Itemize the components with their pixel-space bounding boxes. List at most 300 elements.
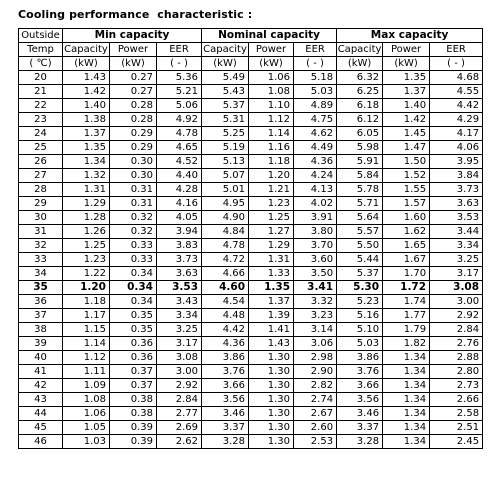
value-cell: 1.55 — [383, 183, 430, 197]
header-outside: Outside — [19, 29, 63, 43]
value-cell: 1.47 — [383, 141, 430, 155]
value-cell: 3.23 — [294, 309, 337, 323]
temp-cell: 23 — [19, 113, 63, 127]
value-cell: 1.30 — [249, 435, 294, 449]
value-cell: 4.75 — [294, 113, 337, 127]
temp-cell: 25 — [19, 141, 63, 155]
value-cell: 3.25 — [430, 253, 483, 267]
value-cell: 5.49 — [202, 71, 249, 85]
table-row — [19, 239, 483, 253]
value-cell: 3.28 — [337, 435, 383, 449]
value-cell: 1.70 — [383, 267, 430, 281]
value-cell: 2.82 — [294, 379, 337, 393]
value-cell: 3.41 — [294, 281, 337, 295]
header-unit: ( - ) — [294, 57, 337, 71]
temp-cell: 37 — [19, 309, 63, 323]
value-cell: 3.08 — [430, 281, 483, 295]
header-max-capacity: Max capacity — [337, 29, 483, 43]
value-cell: 5.37 — [202, 99, 249, 113]
temp-cell: 46 — [19, 435, 63, 449]
value-cell: 1.05 — [63, 421, 110, 435]
header-eer: EER — [157, 43, 202, 57]
value-cell: 1.30 — [249, 351, 294, 365]
value-cell: 5.31 — [202, 113, 249, 127]
table-row — [19, 281, 483, 295]
value-cell: 0.29 — [110, 141, 157, 155]
header-eer: EER — [430, 43, 483, 57]
value-cell: 4.60 — [202, 281, 249, 295]
value-cell: 1.10 — [249, 99, 294, 113]
value-cell: 1.35 — [249, 281, 294, 295]
value-cell: 1.32 — [63, 169, 110, 183]
value-cell: 4.52 — [157, 155, 202, 169]
temp-cell: 41 — [19, 365, 63, 379]
value-cell: 1.60 — [383, 211, 430, 225]
value-cell: 1.18 — [249, 155, 294, 169]
value-cell: 0.32 — [110, 211, 157, 225]
value-cell: 1.41 — [249, 323, 294, 337]
value-cell: 0.33 — [110, 253, 157, 267]
header-eer: EER — [294, 43, 337, 57]
value-cell: 1.33 — [249, 267, 294, 281]
value-cell: 1.74 — [383, 295, 430, 309]
value-cell: 2.53 — [294, 435, 337, 449]
value-cell: 2.69 — [157, 421, 202, 435]
value-cell: 1.62 — [383, 225, 430, 239]
value-cell: 1.06 — [63, 407, 110, 421]
value-cell: 4.90 — [202, 211, 249, 225]
value-cell: 0.35 — [110, 309, 157, 323]
value-cell: 3.60 — [294, 253, 337, 267]
header-nominal-capacity: Nominal capacity — [202, 29, 337, 43]
value-cell: 1.27 — [249, 225, 294, 239]
value-cell: 0.34 — [110, 281, 157, 295]
value-cell: 2.51 — [430, 421, 483, 435]
temp-cell: 28 — [19, 183, 63, 197]
table-row — [19, 211, 483, 225]
header-unit: (kW) — [63, 57, 110, 71]
value-cell: 3.95 — [430, 155, 483, 169]
value-cell: 1.37 — [63, 127, 110, 141]
value-cell: 3.53 — [157, 281, 202, 295]
value-cell: 1.25 — [249, 211, 294, 225]
cooling-performance-table — [18, 28, 483, 449]
table-row — [19, 113, 483, 127]
temp-cell: 22 — [19, 99, 63, 113]
table-row — [19, 379, 483, 393]
value-cell: 1.82 — [383, 337, 430, 351]
value-cell: 3.37 — [337, 421, 383, 435]
value-cell: 1.23 — [63, 253, 110, 267]
value-cell: 0.28 — [110, 99, 157, 113]
value-cell: 1.43 — [63, 71, 110, 85]
table-row — [19, 295, 483, 309]
value-cell: 0.36 — [110, 351, 157, 365]
temp-cell: 44 — [19, 407, 63, 421]
value-cell: 5.06 — [157, 99, 202, 113]
table-row — [19, 197, 483, 211]
value-cell: 1.30 — [249, 421, 294, 435]
header-unit: ( - ) — [430, 57, 483, 71]
value-cell: 1.29 — [249, 239, 294, 253]
table-row — [19, 393, 483, 407]
value-cell: 3.08 — [157, 351, 202, 365]
value-cell: 0.32 — [110, 225, 157, 239]
value-cell: 4.68 — [430, 71, 483, 85]
temp-cell: 35 — [19, 281, 63, 295]
header-capacity: Capacity — [64, 44, 108, 55]
table-row — [19, 155, 483, 169]
value-cell: 3.44 — [430, 225, 483, 239]
table-row — [19, 225, 483, 239]
value-cell: 0.30 — [110, 169, 157, 183]
value-cell: 3.86 — [337, 351, 383, 365]
value-cell: 1.31 — [63, 183, 110, 197]
value-cell: 0.38 — [110, 407, 157, 421]
value-cell: 1.30 — [249, 407, 294, 421]
value-cell: 0.39 — [110, 421, 157, 435]
value-cell: 1.72 — [383, 281, 430, 295]
table-row — [19, 127, 483, 141]
value-cell: 3.56 — [337, 393, 383, 407]
header-capacity: Capacity — [203, 44, 247, 55]
value-cell: 2.58 — [430, 407, 483, 421]
table-row — [19, 337, 483, 351]
value-cell: 3.73 — [430, 183, 483, 197]
value-cell: 4.62 — [294, 127, 337, 141]
value-cell: 4.16 — [157, 197, 202, 211]
value-cell: 4.42 — [430, 99, 483, 113]
value-cell: 3.86 — [202, 351, 249, 365]
table-row — [19, 309, 483, 323]
value-cell: 4.48 — [202, 309, 249, 323]
value-cell: 2.45 — [430, 435, 483, 449]
value-cell: 1.12 — [249, 113, 294, 127]
value-cell: 5.44 — [337, 253, 383, 267]
value-cell: 4.24 — [294, 169, 337, 183]
value-cell: 3.76 — [337, 365, 383, 379]
table-row — [19, 351, 483, 365]
value-cell: 4.95 — [202, 197, 249, 211]
value-cell: 3.56 — [202, 393, 249, 407]
value-cell: 1.40 — [383, 99, 430, 113]
value-cell: 4.28 — [157, 183, 202, 197]
header-row-groups — [19, 29, 483, 43]
value-cell: 1.14 — [63, 337, 110, 351]
temp-cell: 21 — [19, 85, 63, 99]
value-cell: 1.31 — [249, 253, 294, 267]
value-cell: 0.30 — [110, 155, 157, 169]
temp-cell: 31 — [19, 225, 63, 239]
value-cell: 3.34 — [157, 309, 202, 323]
value-cell: 1.30 — [249, 365, 294, 379]
value-cell: 1.34 — [63, 155, 110, 169]
value-cell: 2.88 — [430, 351, 483, 365]
header-unit: (kW) — [110, 57, 157, 71]
value-cell: 4.65 — [157, 141, 202, 155]
value-cell: 1.39 — [249, 309, 294, 323]
value-cell: 5.03 — [337, 337, 383, 351]
value-cell: 1.16 — [249, 141, 294, 155]
temp-cell: 42 — [19, 379, 63, 393]
value-cell: 4.02 — [294, 197, 337, 211]
value-cell: 1.03 — [63, 435, 110, 449]
value-cell: 1.38 — [63, 113, 110, 127]
value-cell: 1.20 — [63, 281, 110, 295]
value-cell: 1.34 — [383, 365, 430, 379]
value-cell: 5.91 — [337, 155, 383, 169]
value-cell: 4.55 — [430, 85, 483, 99]
value-cell: 0.37 — [110, 365, 157, 379]
temp-cell: 26 — [19, 155, 63, 169]
value-cell: 0.34 — [110, 295, 157, 309]
value-cell: 3.76 — [202, 365, 249, 379]
value-cell: 1.34 — [383, 351, 430, 365]
value-cell: 1.06 — [249, 71, 294, 85]
header-unit: (kW) — [383, 57, 430, 71]
value-cell: 4.42 — [202, 323, 249, 337]
value-cell: 3.00 — [157, 365, 202, 379]
table-row — [19, 141, 483, 155]
value-cell: 3.46 — [202, 407, 249, 421]
value-cell: 1.30 — [249, 379, 294, 393]
value-cell: 5.50 — [337, 239, 383, 253]
value-cell: 2.80 — [430, 365, 483, 379]
value-cell: 5.37 — [337, 267, 383, 281]
header-unit: (kW) — [249, 57, 294, 71]
value-cell: 4.92 — [157, 113, 202, 127]
value-cell: 0.27 — [110, 85, 157, 99]
temp-cell: 38 — [19, 323, 63, 337]
value-cell: 4.54 — [202, 295, 249, 309]
value-cell: 1.37 — [249, 295, 294, 309]
value-cell: 5.18 — [294, 71, 337, 85]
value-cell: 0.27 — [110, 71, 157, 85]
value-cell: 1.34 — [383, 421, 430, 435]
value-cell: 0.35 — [110, 323, 157, 337]
value-cell: 3.73 — [157, 253, 202, 267]
value-cell: 1.50 — [383, 155, 430, 169]
value-cell: 1.42 — [63, 85, 110, 99]
value-cell: 1.52 — [383, 169, 430, 183]
value-cell: 4.78 — [157, 127, 202, 141]
value-cell: 6.05 — [337, 127, 383, 141]
value-cell: 1.26 — [63, 225, 110, 239]
value-cell: 5.64 — [337, 211, 383, 225]
header-power: Power — [110, 43, 157, 57]
value-cell: 1.08 — [249, 85, 294, 99]
value-cell: 5.36 — [157, 71, 202, 85]
value-cell: 5.01 — [202, 183, 249, 197]
value-cell: 2.77 — [157, 407, 202, 421]
value-cell: 5.23 — [337, 295, 383, 309]
value-cell: 4.66 — [202, 267, 249, 281]
value-cell: 1.34 — [383, 435, 430, 449]
value-cell: 0.31 — [110, 183, 157, 197]
header-temp: Temp — [19, 43, 63, 57]
value-cell: 1.08 — [63, 393, 110, 407]
value-cell: 1.30 — [249, 393, 294, 407]
value-cell: 2.66 — [430, 393, 483, 407]
value-cell: 3.46 — [337, 407, 383, 421]
value-cell: 1.40 — [63, 99, 110, 113]
table-row — [19, 99, 483, 113]
value-cell: 1.29 — [63, 197, 110, 211]
value-cell: 5.78 — [337, 183, 383, 197]
value-cell: 0.39 — [110, 435, 157, 449]
value-cell: 1.17 — [63, 309, 110, 323]
value-cell: 1.28 — [63, 211, 110, 225]
header-unit: ( - ) — [157, 57, 202, 71]
value-cell: 1.65 — [383, 239, 430, 253]
value-cell: 3.28 — [202, 435, 249, 449]
value-cell: 4.84 — [202, 225, 249, 239]
value-cell: 3.70 — [294, 239, 337, 253]
temp-cell: 39 — [19, 337, 63, 351]
value-cell: 4.89 — [294, 99, 337, 113]
table-row — [19, 183, 483, 197]
value-cell: 4.06 — [430, 141, 483, 155]
value-cell: 5.19 — [202, 141, 249, 155]
value-cell: 3.50 — [294, 267, 337, 281]
value-cell: 3.34 — [430, 239, 483, 253]
table-row — [19, 71, 483, 85]
value-cell: 3.83 — [157, 239, 202, 253]
value-cell: 1.43 — [249, 337, 294, 351]
value-cell: 5.10 — [337, 323, 383, 337]
value-cell: 1.09 — [63, 379, 110, 393]
value-cell: 2.90 — [294, 365, 337, 379]
value-cell: 1.35 — [383, 71, 430, 85]
header-row-sub — [19, 43, 483, 57]
value-cell: 6.12 — [337, 113, 383, 127]
value-cell: 1.21 — [249, 183, 294, 197]
value-cell: 5.57 — [337, 225, 383, 239]
value-cell: 5.13 — [202, 155, 249, 169]
value-cell: 2.67 — [294, 407, 337, 421]
value-cell: 1.67 — [383, 253, 430, 267]
value-cell: 3.00 — [430, 295, 483, 309]
temp-cell: 43 — [19, 393, 63, 407]
header-unit: (kW) — [337, 57, 383, 71]
value-cell: 1.34 — [383, 379, 430, 393]
value-cell: 3.94 — [157, 225, 202, 239]
value-cell: 3.66 — [202, 379, 249, 393]
value-cell: 3.32 — [294, 295, 337, 309]
value-cell: 5.43 — [202, 85, 249, 99]
temp-cell: 27 — [19, 169, 63, 183]
value-cell: 5.16 — [337, 309, 383, 323]
value-cell: 0.37 — [110, 379, 157, 393]
value-cell: 6.32 — [337, 71, 383, 85]
table-row — [19, 253, 483, 267]
value-cell: 6.25 — [337, 85, 383, 99]
value-cell: 5.30 — [337, 281, 383, 295]
value-cell: 1.45 — [383, 127, 430, 141]
value-cell: 5.84 — [337, 169, 383, 183]
value-cell: 4.17 — [430, 127, 483, 141]
temp-cell: 40 — [19, 351, 63, 365]
table-row — [19, 267, 483, 281]
value-cell: 3.84 — [430, 169, 483, 183]
value-cell: 2.60 — [294, 421, 337, 435]
value-cell: 6.18 — [337, 99, 383, 113]
value-cell: 2.73 — [430, 379, 483, 393]
value-cell: 3.63 — [157, 267, 202, 281]
value-cell: 5.71 — [337, 197, 383, 211]
value-cell: 4.40 — [157, 169, 202, 183]
value-cell: 3.63 — [430, 197, 483, 211]
value-cell: 1.25 — [63, 239, 110, 253]
value-cell: 3.80 — [294, 225, 337, 239]
value-cell: 1.42 — [383, 113, 430, 127]
temp-cell: 32 — [19, 239, 63, 253]
temp-cell: 34 — [19, 267, 63, 281]
value-cell: 5.98 — [337, 141, 383, 155]
header-row-units — [19, 57, 483, 71]
value-cell: 0.31 — [110, 197, 157, 211]
table-row — [19, 435, 483, 449]
header-unit: (kW) — [202, 57, 249, 71]
temp-cell: 20 — [19, 71, 63, 85]
temp-cell: 30 — [19, 211, 63, 225]
value-cell: 1.79 — [383, 323, 430, 337]
value-cell: 4.36 — [294, 155, 337, 169]
value-cell: 2.76 — [430, 337, 483, 351]
value-cell: 5.25 — [202, 127, 249, 141]
value-cell: 3.17 — [430, 267, 483, 281]
value-cell: 2.84 — [430, 323, 483, 337]
temp-cell: 36 — [19, 295, 63, 309]
value-cell: 0.38 — [110, 393, 157, 407]
value-cell: 1.14 — [249, 127, 294, 141]
value-cell: 5.21 — [157, 85, 202, 99]
header-capacity: Capacity — [337, 44, 382, 55]
value-cell: 3.43 — [157, 295, 202, 309]
value-cell: 4.36 — [202, 337, 249, 351]
value-cell: 1.15 — [63, 323, 110, 337]
table-row — [19, 365, 483, 379]
value-cell: 3.14 — [294, 323, 337, 337]
value-cell: 1.18 — [63, 295, 110, 309]
header-temp-unit: ( ℃) — [19, 57, 63, 71]
table-title: Cooling performance characteristic : — [18, 8, 253, 21]
value-cell: 1.57 — [383, 197, 430, 211]
value-cell: 3.91 — [294, 211, 337, 225]
table-row — [19, 169, 483, 183]
value-cell: 4.29 — [430, 113, 483, 127]
value-cell: 1.34 — [383, 407, 430, 421]
header-min-capacity: Min capacity — [63, 29, 202, 43]
value-cell: 2.84 — [157, 393, 202, 407]
value-cell: 2.62 — [157, 435, 202, 449]
table-row — [19, 323, 483, 337]
value-cell: 3.66 — [337, 379, 383, 393]
value-cell: 0.28 — [110, 113, 157, 127]
header-power: Power — [383, 43, 430, 57]
value-cell: 3.53 — [430, 211, 483, 225]
value-cell: 1.11 — [63, 365, 110, 379]
table-row — [19, 407, 483, 421]
value-cell: 3.17 — [157, 337, 202, 351]
temp-cell: 45 — [19, 421, 63, 435]
value-cell: 1.37 — [383, 85, 430, 99]
value-cell: 4.78 — [202, 239, 249, 253]
value-cell: 5.03 — [294, 85, 337, 99]
table-row — [19, 421, 483, 435]
value-cell: 1.34 — [383, 393, 430, 407]
value-cell: 4.72 — [202, 253, 249, 267]
